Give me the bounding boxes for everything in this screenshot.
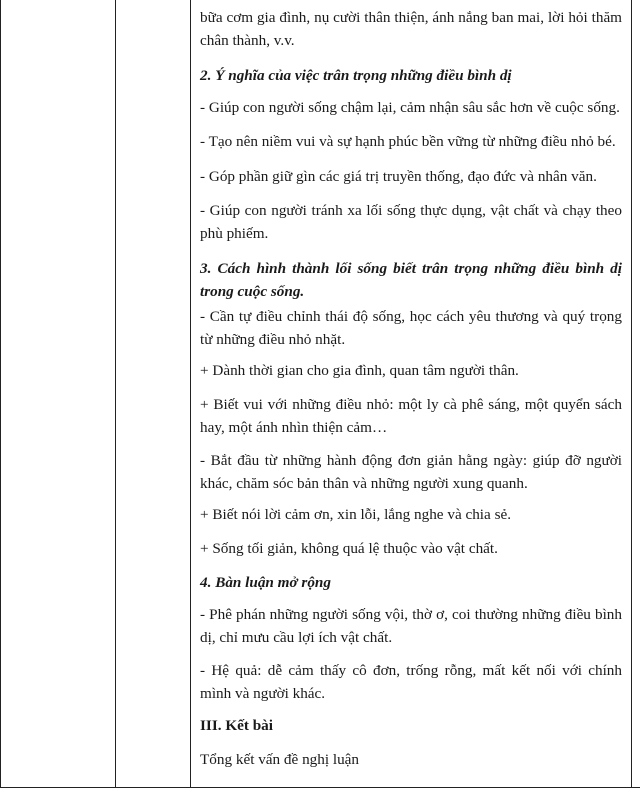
table-border-left: [0, 0, 1, 788]
paragraph: + Dành thời gian cho gia đình, quan tâm người thân.: [200, 362, 519, 379]
paragraph: - Bắt đầu từ những hành động đơn giản hằng ngày: giúp đỡ người khác, chăm sóc bản thân và những người xung quanh.: [200, 452, 622, 492]
heading-part-3: III. Kết bài: [200, 717, 273, 734]
table-border-right: [631, 0, 632, 788]
paragraph: - Cần tự điều chỉnh thái độ sống, học cách yêu thương và quý trọng từ những điều nhỏ nhặt.: [200, 308, 622, 348]
paragraph: + Biết vui với những điều nhỏ: một ly cà phê sáng, một quyển sách hay, một ánh nhìn thiện cảm…: [200, 396, 622, 436]
table-column-divider-1: [115, 0, 116, 788]
paragraph-continuation: bữa cơm gia đình, nụ cười thân thiện, ánh nắng ban mai, lời hỏi thăm chân thành, v.v.: [200, 9, 622, 49]
paragraph: - Phê phán những người sống vội, thờ ơ, coi thường những điều bình dị, chỉ mưu cầu lợi ích vật chất.: [200, 606, 622, 646]
paragraph: - Góp phần giữ gìn các giá trị truyền thống, đạo đức và nhân văn.: [200, 168, 597, 185]
paragraph: - Tạo nên niềm vui và sự hạnh phúc bền vững từ những điều nhỏ bé.: [200, 133, 616, 150]
paragraph: - Hệ quả: dễ cảm thấy cô đơn, trống rỗng, mất kết nối với chính mình và người khác.: [200, 662, 622, 702]
heading-section-2: 2. Ý nghĩa của việc trân trọng những điều bình dị: [200, 67, 512, 84]
heading-section-3: 3. Cách hình thành lối sống biết trân trọng những điều bình dị trong cuộc sống.: [200, 260, 622, 300]
paragraph: Tổng kết vấn đề nghị luận: [200, 751, 360, 768]
paragraph: + Biết nói lời cảm ơn, xin lỗi, lắng nghe và chia sẻ.: [200, 506, 512, 523]
paragraph: - Giúp con người sống chậm lại, cảm nhận sâu sắc hơn về cuộc sống.: [200, 99, 620, 116]
heading-section-4: 4. Bàn luận mở rộng: [200, 574, 331, 591]
paragraph: + Sống tối giản, không quá lệ thuộc vào vật chất.: [200, 540, 498, 557]
paragraph: - Giúp con người tránh xa lối sống thực dụng, vật chất và chạy theo phù phiếm.: [200, 202, 622, 242]
table-column-divider-2: [190, 0, 191, 788]
